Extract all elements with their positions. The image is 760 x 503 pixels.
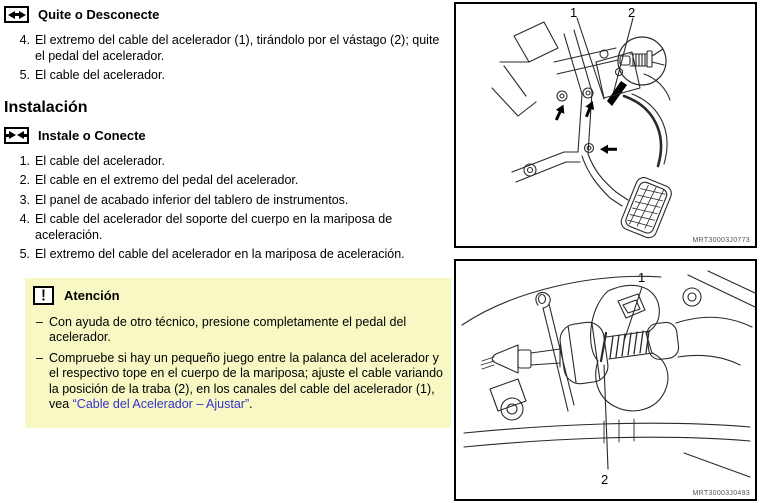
list-item	[4, 212, 452, 243]
list-item	[4, 247, 452, 263]
cable-adjuster-illustration	[456, 261, 755, 499]
list-item	[4, 173, 452, 189]
attention-item	[36, 351, 443, 412]
install-heading: Instalación	[4, 98, 88, 116]
dash-bullet: –	[36, 314, 43, 329]
item-number: 4.	[19, 212, 30, 226]
item-text: El panel de acabado inferior del tablero de instrumentos.	[35, 192, 349, 207]
figure-pedal-assembly	[454, 2, 757, 248]
item-text: El cable del acelerador.	[35, 68, 165, 82]
figure-cable-adjuster	[454, 259, 757, 501]
remove-steps-list	[4, 33, 452, 84]
fig2-callout-2: 2	[601, 472, 609, 487]
attention-title: Atención	[64, 287, 120, 303]
warning-exclamation-icon	[33, 286, 54, 305]
install-section-header	[4, 126, 452, 145]
list-item	[4, 68, 452, 84]
item-number: 2.	[19, 173, 30, 187]
attention-text-after-link: .	[249, 396, 253, 411]
exclamation-glyph: !	[41, 286, 46, 304]
item-number: 5.	[19, 247, 30, 261]
text-column	[4, 4, 452, 428]
list-item	[4, 193, 452, 209]
item-number: 4.	[19, 33, 30, 47]
attention-item-text	[49, 351, 443, 412]
install-section-title: Instale o Conecte	[38, 127, 146, 143]
item-text: El extremo del cable del acelerador (1), tirándolo por el vástago (2); quite el pedal del acelerador.	[35, 33, 440, 63]
disconnect-arrows-icon	[4, 6, 29, 23]
attention-item	[36, 315, 443, 346]
fig1-callout-2: 2	[628, 5, 636, 20]
attention-text-before-link: Compruebe si hay un pequeño juego entre la palanca del acelerador y el respectivo tope en el cuerpo de la mariposa; ajuste el cable variando la posición de la traba (2), en los canales del cable del acelerador (1), vea	[49, 351, 443, 411]
list-item	[4, 154, 452, 170]
item-number: 1.	[19, 153, 30, 168]
fig1-callout-1: 1	[570, 5, 578, 20]
remove-section-header	[4, 5, 452, 24]
attention-item-text: Con ayuda de otro técnico, presione completamente el pedal del acelerador.	[49, 314, 407, 344]
cable-acelerador-ajustar-link[interactable]: “Cable del Acelerador – Ajustar”	[72, 396, 250, 411]
remove-section-title: Quite o Desconecte	[38, 7, 160, 22]
fig2-code: MRT30003J0493	[692, 490, 750, 497]
item-number: 3.	[19, 192, 30, 207]
item-text: El cable del acelerador.	[35, 153, 165, 168]
item-text: El extremo del cable del acelerador en la mariposa de aceleración.	[35, 247, 405, 261]
pedal-assembly-illustration	[456, 4, 755, 246]
item-number: 5.	[19, 68, 30, 82]
attention-box	[25, 278, 451, 429]
connect-arrows-icon	[4, 127, 29, 144]
item-text: El cable del acelerador del soporte del cuerpo en la mariposa de aceleración.	[35, 212, 393, 242]
attention-header	[33, 286, 443, 305]
list-item	[4, 33, 452, 64]
install-steps-list	[4, 154, 452, 263]
item-text: El cable en el extremo del pedal del acelerador.	[35, 173, 299, 187]
fig2-callout-1: 1	[638, 270, 646, 285]
dash-bullet: –	[36, 351, 43, 366]
fig1-code: MRT30003J0773	[692, 237, 750, 244]
